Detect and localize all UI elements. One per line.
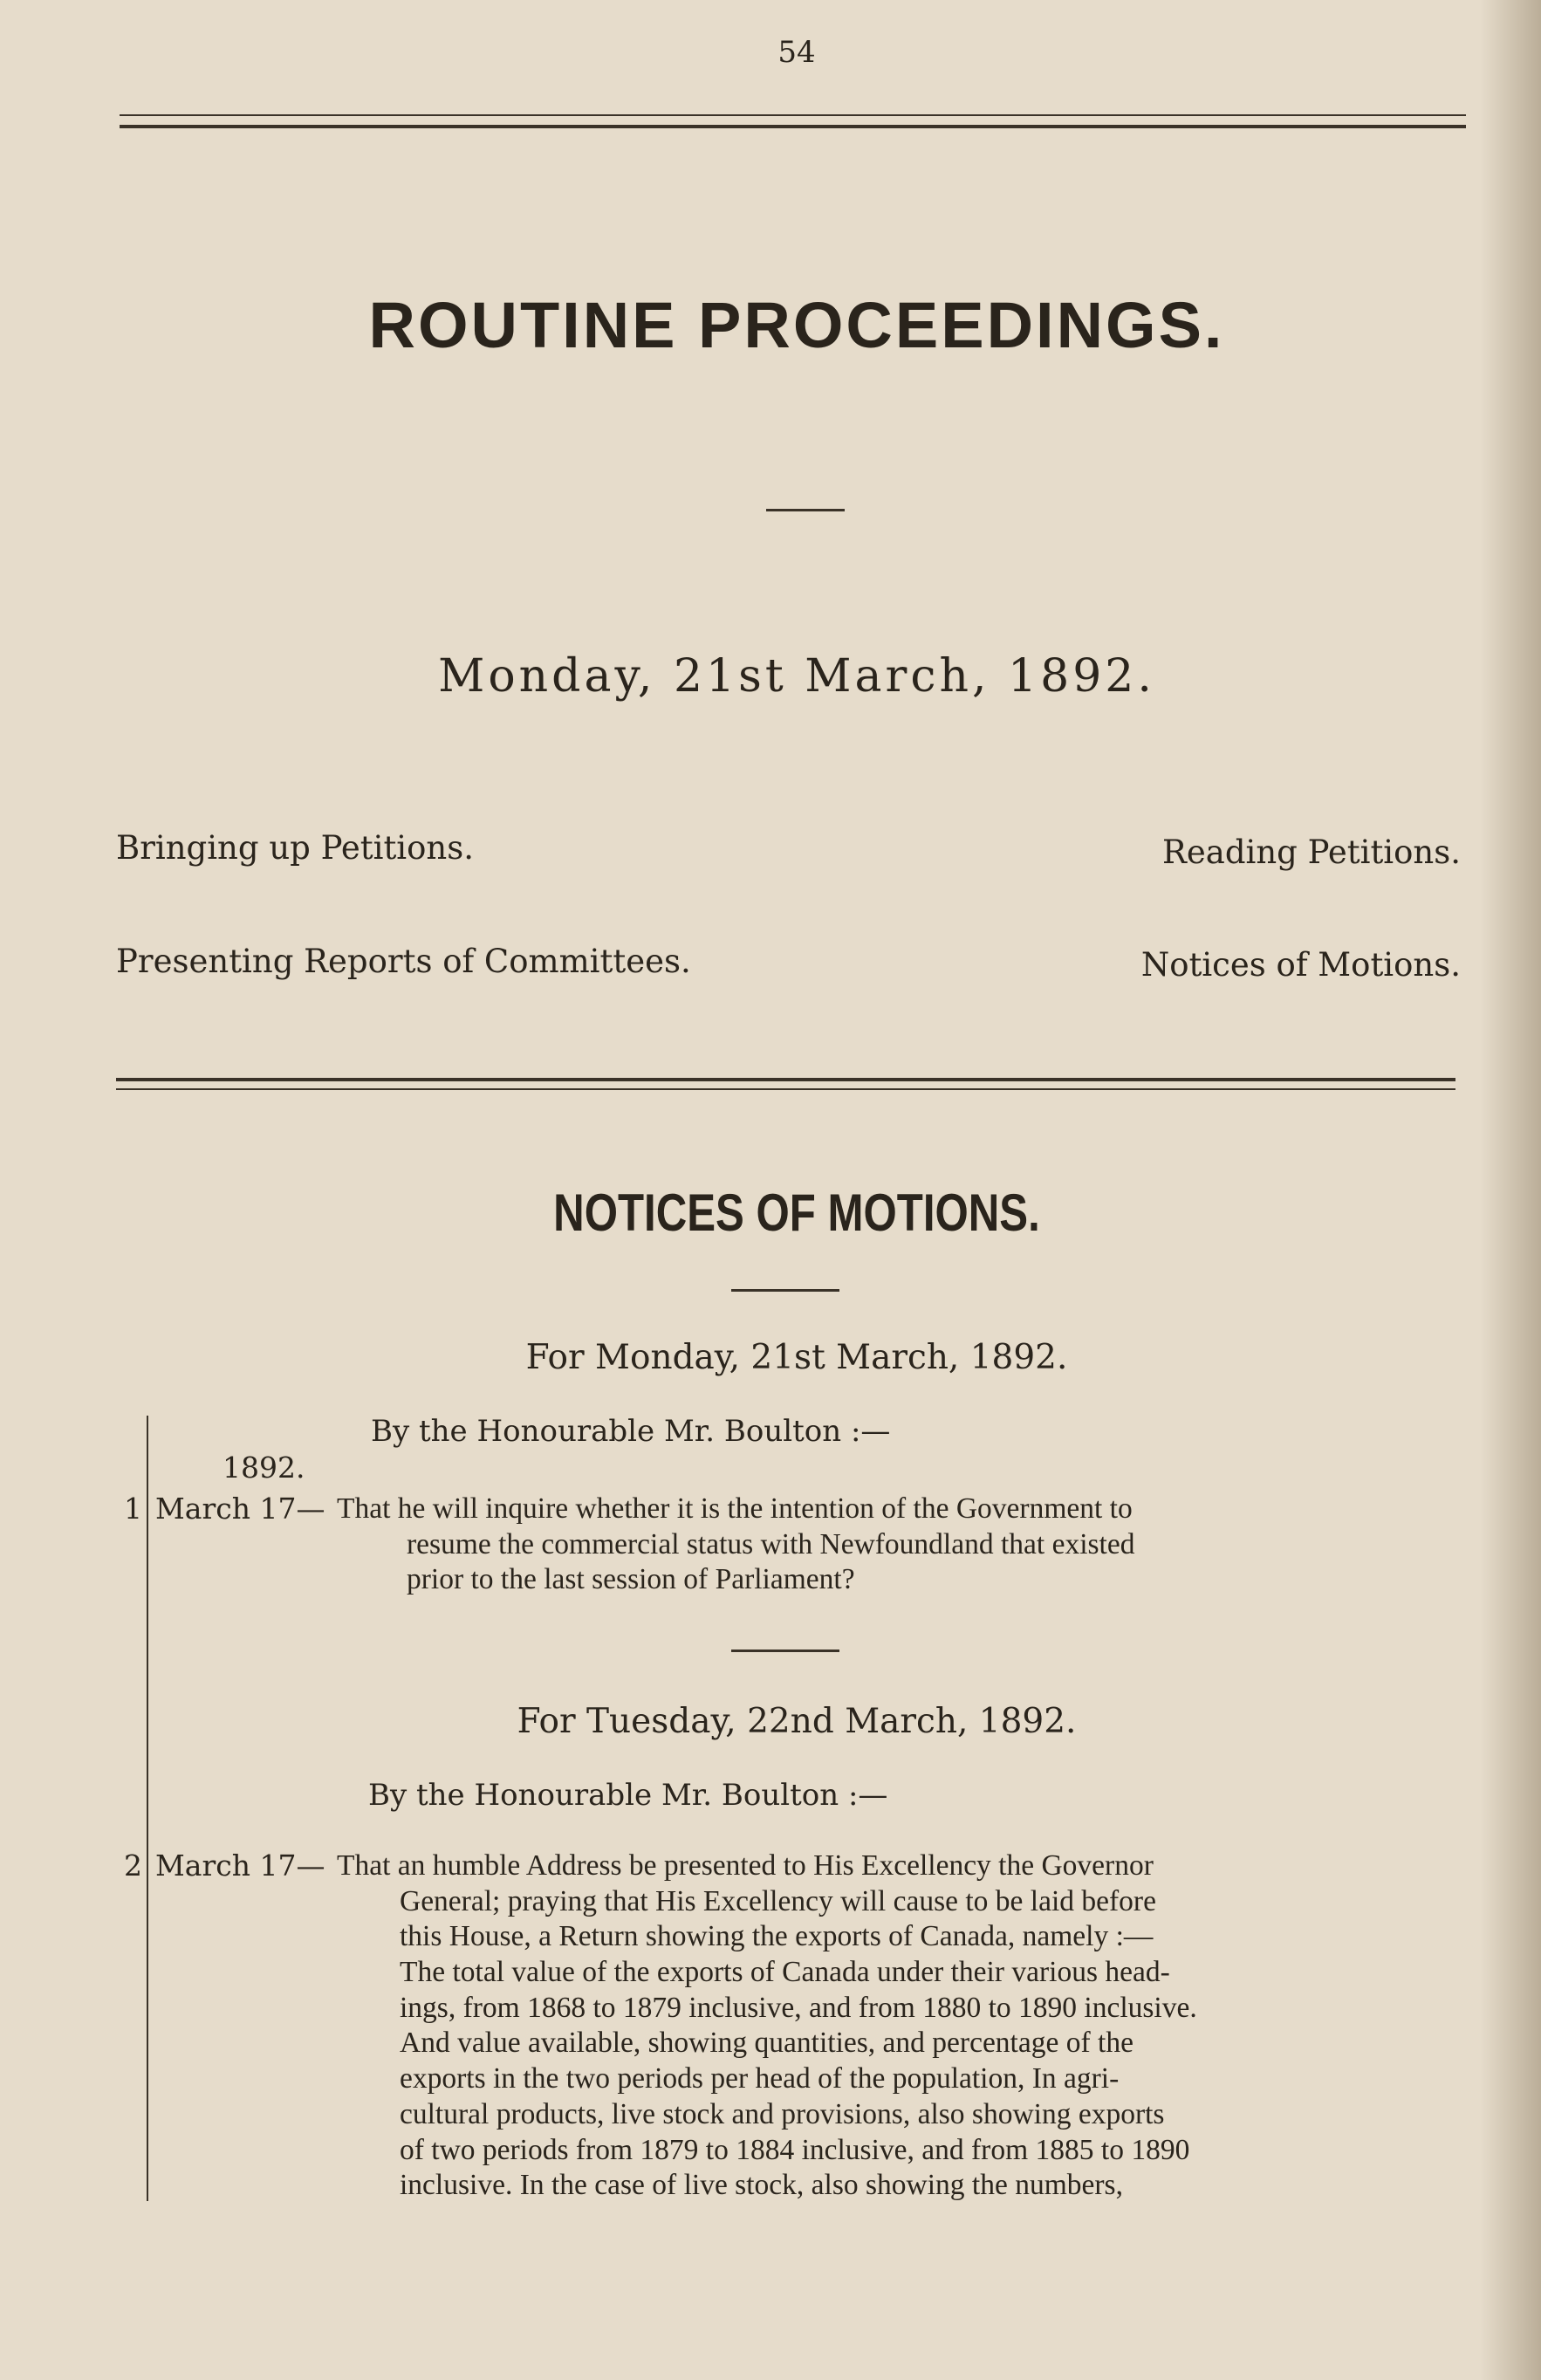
motion-2-line: And value available, showing quantities, and percentage of the [400, 2027, 1133, 2060]
mover-line-2: By the Honourable Mr. Boulton :— [368, 1778, 888, 1813]
routine-date: Monday, 21st March, 1892. [438, 650, 1155, 703]
motion-year: 1892. [223, 1451, 305, 1485]
motion-1-line: That he will inquire whether it is the intention of the Government to [337, 1492, 1133, 1525]
motion-number-2: 2 [124, 1848, 142, 1883]
middle-rule-lower [116, 1088, 1455, 1090]
motion-date-2: March 17— [155, 1848, 325, 1883]
routine-item-presenting-reports: Presenting Reports of Committees. [116, 943, 691, 980]
routine-item-bringing-up-petitions: Bringing up Petitions. [116, 829, 474, 867]
motion-date-1: March 17— [155, 1492, 325, 1526]
motion-text-2 [337, 1848, 1389, 2204]
motion-1-line: resume the commercial status with Newfoundland that existed [407, 1527, 1135, 1560]
motion-2-line: General; praying that His Excellency will cause to be laid before [400, 1884, 1156, 1917]
top-rule-upper [120, 114, 1466, 116]
day-heading-tuesday: For Tuesday, 22nd March, 1892. [517, 1702, 1077, 1741]
margin-rule [147, 1416, 148, 2201]
motion-2-line: That an humble Address be presented to His Excellency the Governor [337, 1849, 1154, 1882]
title-separator [766, 509, 845, 511]
day-heading-monday: For Monday, 21st March, 1892. [525, 1338, 1068, 1377]
day-separator [731, 1650, 839, 1652]
routine-item-reading-petitions: Reading Petitions. [1162, 833, 1461, 871]
motion-2-line: inclusive. In the case of live stock, also showing the numbers, [400, 2169, 1123, 2202]
motion-2-line: this House, a Return showing the exports of Canada, namely :— [400, 1920, 1154, 1953]
routine-title: ROUTINE PROCEEDINGS. [368, 289, 1225, 361]
mover-line-1: By the Honourable Mr. Boulton :— [371, 1414, 891, 1449]
routine-item-notices-of-motions: Notices of Motions. [1140, 946, 1461, 984]
motion-2-line: The total value of the exports of Canada under their various head- [400, 1956, 1170, 1989]
notices-title-underline [731, 1289, 839, 1292]
motion-1-line: prior to the last session of Parliament? [407, 1563, 855, 1596]
page-edge-shadow [1480, 0, 1541, 2380]
middle-rule-upper [116, 1078, 1455, 1081]
page-number: 54 [777, 35, 816, 70]
motion-number-1: 1 [124, 1492, 142, 1526]
notices-title: NOTICES OF MOTIONS. [553, 1183, 1040, 1242]
motion-2-line: ings, from 1868 to 1879 inclusive, and from 1880 to 1890 inclusive. [400, 1991, 1197, 2024]
motion-2-line: cultural products, live stock and provisions, also showing exports [400, 2097, 1165, 2130]
motion-2-line: exports in the two periods per head of the population, In agri- [400, 2062, 1120, 2095]
top-rule-lower [120, 125, 1466, 128]
motion-2-line: of two periods from 1879 to 1884 inclusive, and from 1885 to 1890 [400, 2133, 1190, 2166]
motion-text-1 [337, 1492, 1389, 1598]
